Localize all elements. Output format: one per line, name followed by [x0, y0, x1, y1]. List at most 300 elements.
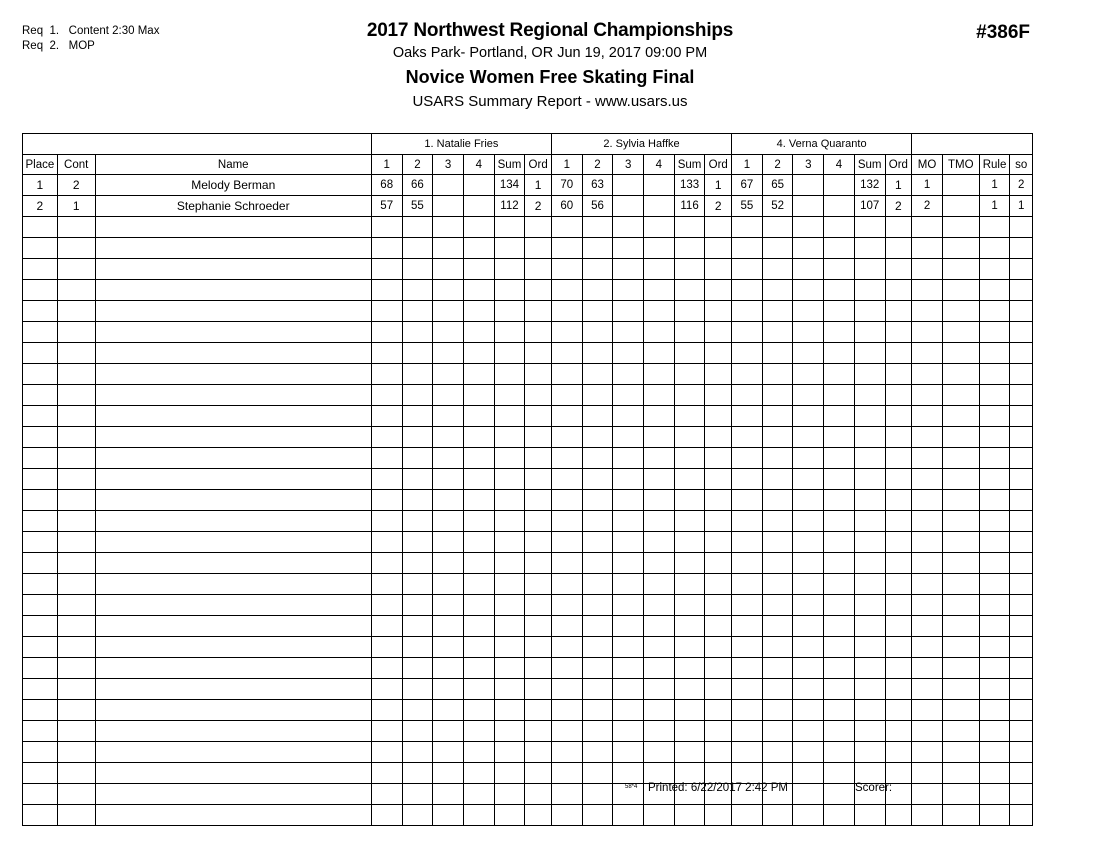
cell-j1-ord — [525, 259, 552, 280]
cell-j1-score-2 — [402, 511, 433, 532]
cell-place — [23, 637, 58, 658]
cell-so — [1010, 217, 1033, 238]
cell-name: Melody Berman — [95, 175, 371, 196]
cell-j3-score-1 — [732, 637, 763, 658]
cell-j3-ord — [885, 532, 912, 553]
cell-j2-score-3 — [613, 805, 644, 826]
cell-j3-score-3 — [793, 301, 824, 322]
report-source-line: USARS Summary Report - www.usars.us — [412, 93, 688, 110]
cell-j3-ord — [885, 742, 912, 763]
cell-j3-score-4 — [824, 301, 855, 322]
cell-j2-score-3 — [613, 301, 644, 322]
cell-j3-score-3 — [793, 364, 824, 385]
cell-j1-score-2 — [402, 301, 433, 322]
cell-j2-score-4 — [644, 490, 675, 511]
cell-j1-score-1 — [371, 679, 402, 700]
cell-j1-score-1 — [371, 637, 402, 658]
cell-j2-score-1 — [551, 427, 582, 448]
cell-j2-sum — [674, 406, 705, 427]
header-j2-score-3: 3 — [613, 155, 644, 175]
cell-place — [23, 679, 58, 700]
cell-j3-score-4 — [824, 532, 855, 553]
cell-tmo — [942, 637, 979, 658]
cell-j2-score-3 — [613, 217, 644, 238]
cell-j2-ord: 2 — [705, 196, 732, 217]
cell-j2-sum — [674, 763, 705, 784]
cell-name — [95, 427, 371, 448]
cell-j1-score-3 — [433, 658, 464, 679]
cell-mo — [912, 658, 943, 679]
cell-j2-score-3 — [613, 490, 644, 511]
cell-j1-score-1 — [371, 511, 402, 532]
cell-tmo — [942, 784, 979, 805]
cell-place — [23, 574, 58, 595]
cell-j3-ord — [885, 595, 912, 616]
cell-j3-sum — [854, 217, 885, 238]
cell-so — [1010, 490, 1033, 511]
cell-j1-score-3 — [433, 574, 464, 595]
judge-2-header: 2. Sylvia Haffke — [551, 134, 731, 155]
cell-rule — [979, 742, 1010, 763]
cell-j3-sum — [854, 385, 885, 406]
cell-j1-score-1 — [371, 805, 402, 826]
cell-j1-ord — [525, 511, 552, 532]
cell-j1-score-1 — [371, 595, 402, 616]
table-row-empty — [23, 490, 1033, 511]
cell-j1-sum — [494, 301, 525, 322]
cell-j3-score-3 — [793, 385, 824, 406]
cell-j1-score-1 — [371, 448, 402, 469]
cell-j2-sum — [674, 259, 705, 280]
cell-j1-sum — [494, 364, 525, 385]
cell-j2-sum — [674, 658, 705, 679]
cell-mo — [912, 259, 943, 280]
cell-j3-score-4 — [824, 742, 855, 763]
cell-j1-score-4 — [463, 784, 494, 805]
cell-j1-score-1 — [371, 238, 402, 259]
cell-place — [23, 805, 58, 826]
cell-mo — [912, 427, 943, 448]
cell-place — [23, 553, 58, 574]
header-so: so — [1010, 155, 1033, 175]
cell-j2-score-2 — [582, 532, 613, 553]
header-j2-sum: Sum — [674, 155, 705, 175]
cell-j1-score-2 — [402, 784, 433, 805]
cell-j2-score-1 — [551, 553, 582, 574]
cell-j1-sum — [494, 259, 525, 280]
cell-j1-ord — [525, 658, 552, 679]
table-row-empty — [23, 280, 1033, 301]
cell-j2-sum — [674, 574, 705, 595]
cell-j3-sum: 107 — [854, 196, 885, 217]
cell-j2-score-2 — [582, 637, 613, 658]
cell-j1-score-4 — [463, 679, 494, 700]
cell-j3-sum — [854, 679, 885, 700]
cell-j3-ord — [885, 343, 912, 364]
table-row-empty — [23, 385, 1033, 406]
cell-j1-ord — [525, 385, 552, 406]
cell-so — [1010, 259, 1033, 280]
cell-mo — [912, 637, 943, 658]
cell-rule — [979, 511, 1010, 532]
cell-j1-score-4 — [463, 406, 494, 427]
cell-j1-score-3 — [433, 553, 464, 574]
cell-j3-score-1 — [732, 616, 763, 637]
cell-j1-score-3 — [433, 700, 464, 721]
cell-name — [95, 238, 371, 259]
cell-j2-sum — [674, 238, 705, 259]
cell-j2-score-4 — [644, 343, 675, 364]
cell-tmo — [942, 763, 979, 784]
table-row-empty — [23, 259, 1033, 280]
cell-j1-score-2 — [402, 658, 433, 679]
table-row-empty — [23, 406, 1033, 427]
cell-rule — [979, 553, 1010, 574]
header-j2-ord: Ord — [705, 155, 732, 175]
cell-j1-score-3 — [433, 742, 464, 763]
cell-mo — [912, 217, 943, 238]
cell-j3-score-1 — [732, 259, 763, 280]
cell-j2-score-1 — [551, 385, 582, 406]
cell-cont — [57, 301, 95, 322]
cell-j2-ord — [705, 679, 732, 700]
cell-j2-score-4 — [644, 175, 675, 196]
cell-rule — [979, 763, 1010, 784]
cell-j1-score-3 — [433, 322, 464, 343]
cell-j2-score-2 — [582, 784, 613, 805]
cell-j1-ord — [525, 322, 552, 343]
cell-j3-sum — [854, 637, 885, 658]
cell-j1-sum — [494, 553, 525, 574]
cell-j3-sum: 132 — [854, 175, 885, 196]
cell-j1-score-2 — [402, 574, 433, 595]
cell-j3-score-1 — [732, 322, 763, 343]
cell-j2-score-4 — [644, 721, 675, 742]
cell-j2-score-1 — [551, 259, 582, 280]
venue-line: Oaks Park- Portland, OR Jun 19, 2017 09:00 PM — [392, 45, 708, 61]
cell-j1-score-3 — [433, 280, 464, 301]
cell-rule: 1 — [979, 175, 1010, 196]
cell-j2-score-3 — [613, 385, 644, 406]
cell-j2-score-2 — [582, 553, 613, 574]
cell-j3-ord — [885, 679, 912, 700]
cell-j2-score-1 — [551, 784, 582, 805]
cell-j3-score-2 — [762, 595, 793, 616]
cell-tmo — [942, 238, 979, 259]
cell-name — [95, 784, 371, 805]
judge-header-row — [23, 134, 1033, 155]
cell-j1-score-3 — [433, 805, 464, 826]
cell-j3-score-1 — [732, 343, 763, 364]
cell-j2-score-4 — [644, 301, 675, 322]
cell-place — [23, 385, 58, 406]
cell-cont — [57, 511, 95, 532]
cell-j3-score-4 — [824, 343, 855, 364]
cell-j2-score-2 — [582, 238, 613, 259]
cell-j2-ord — [705, 616, 732, 637]
cell-mo — [912, 805, 943, 826]
cell-j2-score-2 — [582, 280, 613, 301]
cell-j2-sum — [674, 301, 705, 322]
cell-j1-sum — [494, 469, 525, 490]
cell-tmo — [942, 742, 979, 763]
cell-mo — [912, 721, 943, 742]
cell-j1-score-3 — [433, 763, 464, 784]
cell-j3-score-4 — [824, 763, 855, 784]
cell-j3-sum — [854, 469, 885, 490]
cell-j3-ord — [885, 280, 912, 301]
cell-j3-score-3 — [793, 322, 824, 343]
cell-j3-score-2 — [762, 259, 793, 280]
cell-mo: 2 — [912, 196, 943, 217]
cell-j1-score-2 — [402, 679, 433, 700]
cell-j1-ord — [525, 700, 552, 721]
cell-j1-score-3 — [433, 259, 464, 280]
cell-j1-score-1 — [371, 490, 402, 511]
cell-j3-score-1 — [732, 595, 763, 616]
cell-j3-sum — [854, 490, 885, 511]
cell-rule — [979, 427, 1010, 448]
cell-j3-score-2 — [762, 427, 793, 448]
cell-j3-sum — [854, 700, 885, 721]
cell-j2-score-4 — [644, 616, 675, 637]
cell-j1-score-3 — [433, 637, 464, 658]
cell-j3-score-2 — [762, 280, 793, 301]
cell-j3-score-3 — [793, 175, 824, 196]
cell-j1-score-1 — [371, 784, 402, 805]
cell-j1-ord — [525, 721, 552, 742]
cell-j3-score-3 — [793, 742, 824, 763]
cell-j1-score-1 — [371, 532, 402, 553]
cell-j3-score-3 — [793, 532, 824, 553]
cell-j2-ord — [705, 217, 732, 238]
cell-so — [1010, 469, 1033, 490]
requirement-line-2: Req 2. MOP — [22, 40, 95, 52]
cell-rule — [979, 805, 1010, 826]
cell-j1-score-2 — [402, 280, 433, 301]
cell-j1-score-3 — [433, 217, 464, 238]
cell-j1-score-1 — [371, 322, 402, 343]
cell-j3-sum — [854, 280, 885, 301]
header-j1-sum: Sum — [494, 155, 525, 175]
cell-j1-ord — [525, 679, 552, 700]
cell-j3-score-2 — [762, 616, 793, 637]
cell-name — [95, 259, 371, 280]
cell-j1-score-2 — [402, 238, 433, 259]
cell-j2-score-1 — [551, 217, 582, 238]
table-row-empty — [23, 616, 1033, 637]
cell-j1-score-3 — [433, 511, 464, 532]
cell-j2-score-1 — [551, 616, 582, 637]
cell-j1-sum — [494, 805, 525, 826]
cell-name — [95, 595, 371, 616]
cell-j3-score-1 — [732, 217, 763, 238]
cell-j2-sum — [674, 217, 705, 238]
cell-so — [1010, 700, 1033, 721]
cell-so — [1010, 427, 1033, 448]
cell-j2-score-3 — [613, 658, 644, 679]
cell-j3-score-2: 52 — [762, 196, 793, 217]
cell-j1-score-4 — [463, 343, 494, 364]
cell-j3-score-4 — [824, 721, 855, 742]
cell-j3-ord — [885, 637, 912, 658]
cell-j3-score-2 — [762, 238, 793, 259]
cell-j2-score-4 — [644, 406, 675, 427]
cell-j1-score-2 — [402, 805, 433, 826]
cell-j3-sum — [854, 553, 885, 574]
cell-j2-sum — [674, 469, 705, 490]
cell-j3-ord — [885, 406, 912, 427]
cell-j2-ord — [705, 595, 732, 616]
table-row-empty — [23, 658, 1033, 679]
cell-name — [95, 343, 371, 364]
cell-cont — [57, 679, 95, 700]
cell-j2-sum: 133 — [674, 175, 705, 196]
cell-j1-score-3 — [433, 721, 464, 742]
page-title: 2017 Northwest Regional Championships — [366, 20, 734, 41]
cell-j1-score-1 — [371, 301, 402, 322]
cell-cont — [57, 322, 95, 343]
cell-j2-ord — [705, 238, 732, 259]
cell-name — [95, 532, 371, 553]
table-row-empty — [23, 238, 1033, 259]
cell-j1-sum — [494, 616, 525, 637]
cell-j3-score-3 — [793, 196, 824, 217]
cell-rule — [979, 322, 1010, 343]
cell-j2-sum — [674, 511, 705, 532]
cell-name — [95, 637, 371, 658]
table-row-empty — [23, 364, 1033, 385]
cell-name — [95, 406, 371, 427]
cell-j2-score-4 — [644, 679, 675, 700]
cell-j3-score-1 — [732, 574, 763, 595]
cell-place — [23, 427, 58, 448]
cell-j3-ord — [885, 700, 912, 721]
cell-j3-score-2 — [762, 532, 793, 553]
cell-j1-score-2 — [402, 490, 433, 511]
cell-j3-score-2 — [762, 553, 793, 574]
cell-j3-score-3 — [793, 343, 824, 364]
cell-rule — [979, 364, 1010, 385]
cell-place — [23, 217, 58, 238]
cell-j2-sum — [674, 322, 705, 343]
cell-j3-score-4 — [824, 280, 855, 301]
cell-j1-score-1 — [371, 574, 402, 595]
cell-j1-score-2 — [402, 385, 433, 406]
cell-so — [1010, 553, 1033, 574]
cell-mo — [912, 784, 943, 805]
cell-j2-sum — [674, 532, 705, 553]
cell-j3-sum — [854, 364, 885, 385]
cell-j1-score-2: 55 — [402, 196, 433, 217]
table-row-empty — [23, 763, 1033, 784]
table-row-empty — [23, 427, 1033, 448]
cell-so — [1010, 301, 1033, 322]
cell-mo — [912, 574, 943, 595]
cell-so: 1 — [1010, 196, 1033, 217]
cell-j2-sum — [674, 280, 705, 301]
cell-j3-score-4 — [824, 322, 855, 343]
cell-j3-score-3 — [793, 700, 824, 721]
cell-cont — [57, 784, 95, 805]
cell-j1-ord — [525, 343, 552, 364]
cell-j1-score-1 — [371, 406, 402, 427]
cell-j2-sum — [674, 595, 705, 616]
cell-j3-score-1 — [732, 385, 763, 406]
cell-j1-ord — [525, 637, 552, 658]
cell-j3-score-1 — [732, 238, 763, 259]
cell-j2-sum — [674, 616, 705, 637]
table-row-empty — [23, 574, 1033, 595]
cell-j3-score-2 — [762, 469, 793, 490]
cell-j2-ord — [705, 322, 732, 343]
cell-j2-score-2 — [582, 805, 613, 826]
cell-so — [1010, 343, 1033, 364]
cell-j2-score-3 — [613, 406, 644, 427]
cell-j3-score-4 — [824, 784, 855, 805]
cell-j3-score-4 — [824, 385, 855, 406]
cell-j2-ord — [705, 637, 732, 658]
cell-j3-ord — [885, 259, 912, 280]
cell-j1-score-1 — [371, 364, 402, 385]
table-row-empty — [23, 595, 1033, 616]
cell-j2-score-4 — [644, 448, 675, 469]
cell-j2-score-3 — [613, 595, 644, 616]
header-j3-ord: Ord — [885, 155, 912, 175]
cell-j1-ord — [525, 553, 552, 574]
cell-j3-score-2 — [762, 658, 793, 679]
cell-j2-sum — [674, 679, 705, 700]
cell-j2-score-1 — [551, 238, 582, 259]
cell-tmo — [942, 616, 979, 637]
cell-rule: 1 — [979, 196, 1010, 217]
cell-rule — [979, 616, 1010, 637]
cell-place — [23, 490, 58, 511]
cell-j2-ord — [705, 490, 732, 511]
cell-j2-ord — [705, 469, 732, 490]
table-row-empty — [23, 700, 1033, 721]
cell-j1-score-2 — [402, 742, 433, 763]
cell-mo — [912, 511, 943, 532]
cell-j2-score-1: 70 — [551, 175, 582, 196]
cell-j1-sum — [494, 637, 525, 658]
header-j3-score-3: 3 — [793, 155, 824, 175]
cell-j1-score-4 — [463, 448, 494, 469]
cell-j2-score-3 — [613, 175, 644, 196]
cell-j1-score-3 — [433, 448, 464, 469]
cell-j3-ord — [885, 490, 912, 511]
cell-j2-score-1 — [551, 700, 582, 721]
cell-j1-score-2 — [402, 532, 433, 553]
cell-j2-ord — [705, 574, 732, 595]
cell-j1-score-1 — [371, 721, 402, 742]
cell-j1-ord — [525, 364, 552, 385]
cell-j3-score-3 — [793, 553, 824, 574]
cell-j2-sum — [674, 637, 705, 658]
cell-name — [95, 805, 371, 826]
cell-j3-ord — [885, 448, 912, 469]
cell-j3-sum — [854, 742, 885, 763]
cell-mo — [912, 616, 943, 637]
cell-j3-score-4 — [824, 469, 855, 490]
cell-j3-score-1 — [732, 490, 763, 511]
cell-j2-score-1 — [551, 721, 582, 742]
cell-j1-score-3 — [433, 490, 464, 511]
cell-j2-score-3 — [613, 616, 644, 637]
table-row-empty — [23, 322, 1033, 343]
cell-j2-score-2 — [582, 679, 613, 700]
cell-j3-ord — [885, 511, 912, 532]
